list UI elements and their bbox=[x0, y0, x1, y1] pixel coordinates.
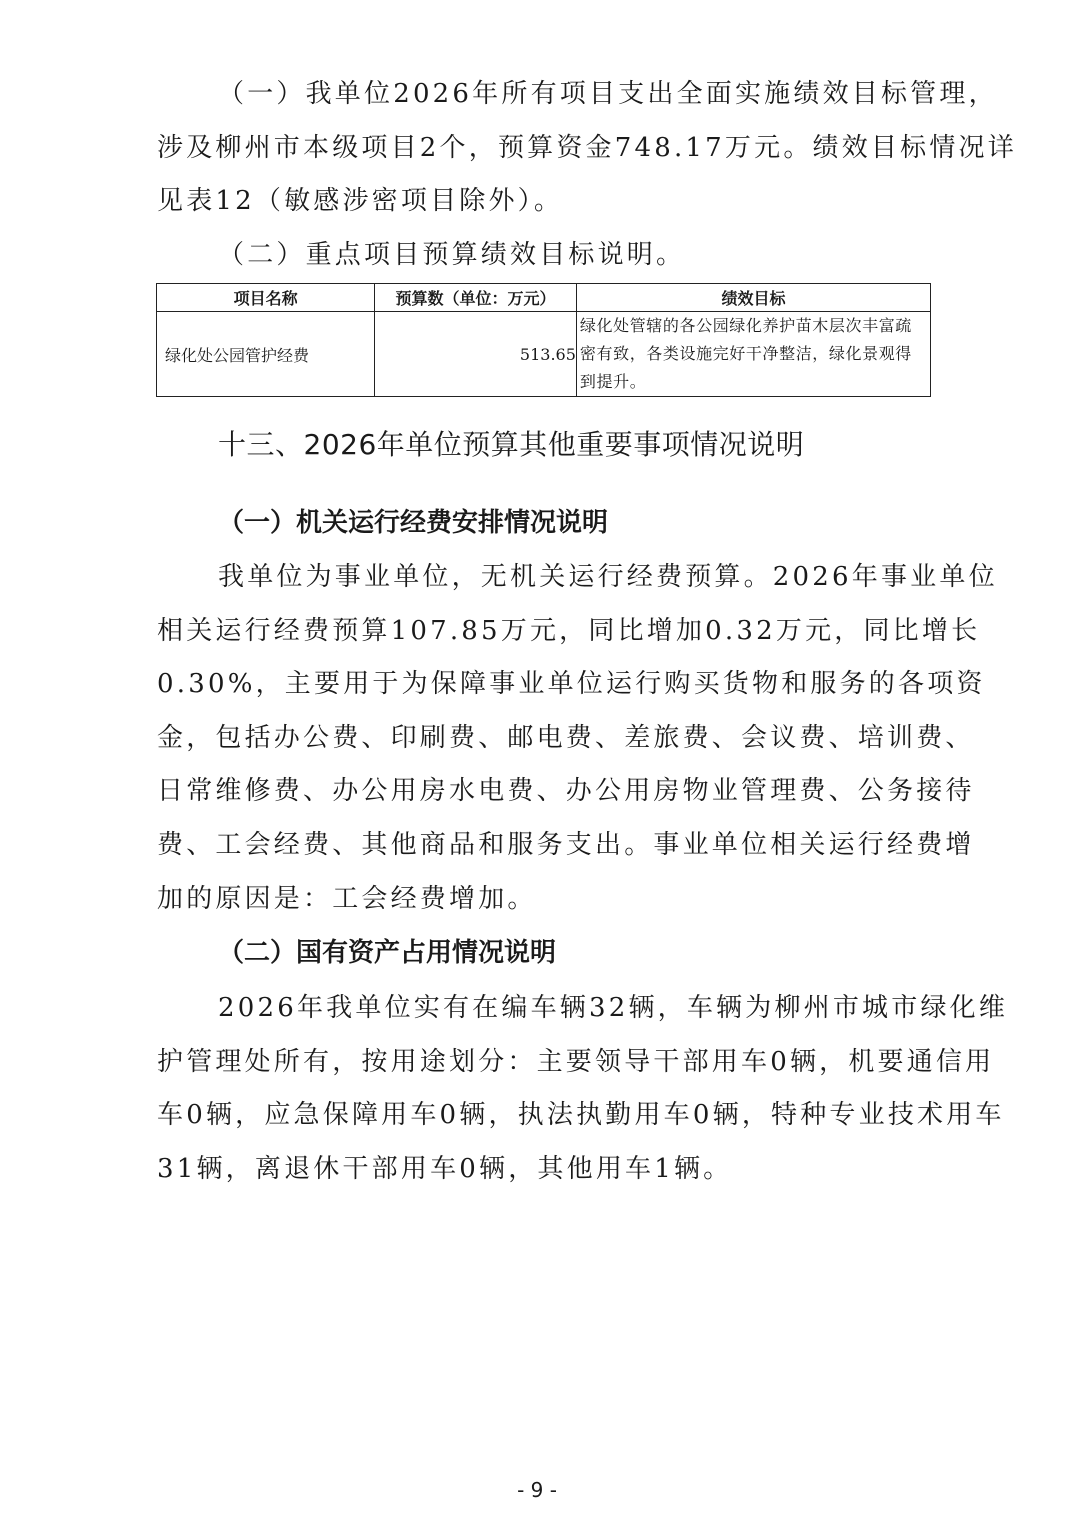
paragraph-line: 我单位为事业单位，无机关运行经费预算。2026年事业单位 bbox=[218, 562, 998, 592]
table-header-row bbox=[157, 284, 931, 312]
page-number: - 9 - bbox=[517, 1478, 557, 1502]
paragraph-line: 护管理处所有，按用途划分：主要领导干部用车0辆，机要通信用 bbox=[157, 1047, 995, 1077]
paragraph-line: 2026年我单位实有在编车辆32辆，车辆为柳州市城市绿化维 bbox=[218, 993, 1009, 1023]
cell-budget: 513.65 bbox=[375, 312, 577, 397]
paragraph-line: 相关运行经费预算107.85万元，同比增加0.32万元，同比增长 bbox=[157, 616, 981, 646]
paragraph-line: 加的原因是：工会经费增加。 bbox=[157, 884, 537, 914]
cell-goal: 绿化处管辖的各公园绿化养护苗木层次丰富疏密有致，各类设施完好干净整洁，绿化景观得到提升。 bbox=[576, 312, 930, 397]
table-row bbox=[157, 312, 931, 397]
section-heading: 十三、2026年单位预算其他重要事项情况说明 bbox=[218, 428, 805, 461]
performance-goals-table bbox=[156, 283, 931, 397]
paragraph-line: 0.30%，主要用于为保障事业单位运行购买货物和服务的各项资 bbox=[157, 669, 986, 699]
paragraph-line: 涉及柳州市本级项目2个，预算资金748.17万元。绩效目标情况详 bbox=[157, 133, 1017, 163]
paragraph-line: 金，包括办公费、印刷费、邮电费、差旅费、会议费、培训费、 bbox=[157, 723, 975, 753]
paragraph-line: （二）重点项目预算绩效目标说明。 bbox=[218, 240, 686, 270]
subsection-heading: （二）国有资产占用情况说明 bbox=[218, 938, 557, 968]
paragraph-line: 日常维修费、办公用房水电费、办公用房物业管理费、公务接待 bbox=[157, 776, 975, 806]
paragraph-line: 31辆，离退休干部用车0辆，其他用车1辆。 bbox=[157, 1154, 733, 1184]
paragraph-line: 费、工会经费、其他商品和服务支出。事业单位相关运行经费增 bbox=[157, 830, 975, 860]
column-header-goal: 绩效目标 bbox=[576, 284, 930, 312]
subsection-heading: （一）机关运行经费安排情况说明 bbox=[218, 508, 609, 538]
paragraph-line: （一）我单位2026年所有项目支出全面实施绩效目标管理， bbox=[218, 79, 998, 109]
column-header-project-name: 项目名称 bbox=[157, 284, 375, 312]
paragraph-line: 见表12（敏感涉密项目除外）。 bbox=[157, 186, 564, 216]
paragraph-line: 车0辆，应急保障用车0辆，执法执勤用车0辆，特种专业技术用车 bbox=[157, 1100, 1005, 1130]
cell-project-name: 绿化处公园管护经费 bbox=[157, 312, 375, 397]
column-header-budget: 预算数（单位：万元） bbox=[375, 284, 577, 312]
